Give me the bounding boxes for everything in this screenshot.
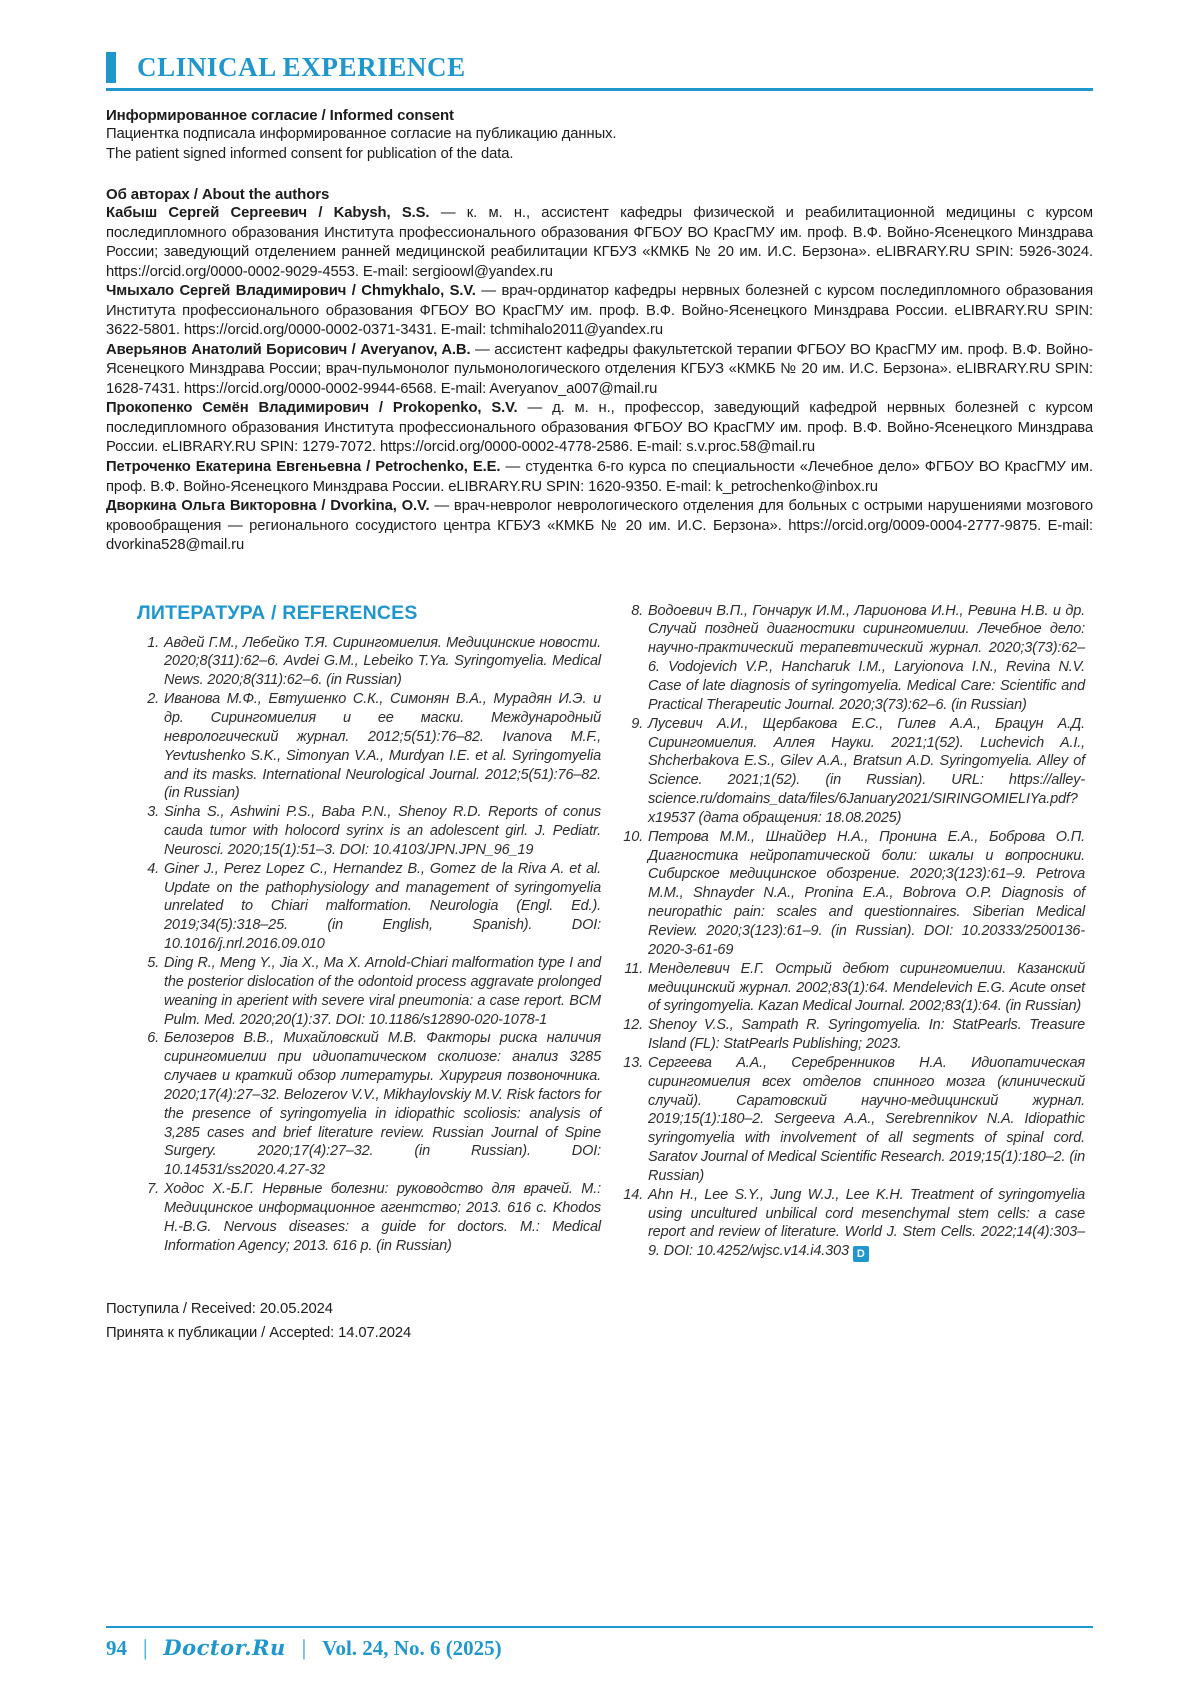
reference-item: 2. Иванова М.Ф., Евтушенко С.К., Симонян В.А., Мурадян И.Э. и др. Сирингомиелия и ее маски. Международный неврологический журнал. 2012;5(51):76–82. Ivanova M.F., Yevtushenko S.K., Simonyan V.A., Murdyan I.E. et al. Syringomyelia and its masks. International Neurological Journal. 2012;5(51):76–82. (in Russian) bbox=[137, 690, 601, 803]
page-number: 94 bbox=[106, 1636, 127, 1660]
reference-item: 11. Менделевич Е.Г. Острый дебют сирингомиелии. Казанский медицинский журнал. 2002;83(1):64. Mendelevich E.G. Acute onset of syringomyelia. Kazan Medical Journal. 2002;83(1):64. (in Russian) bbox=[621, 960, 1085, 1017]
references-list-left bbox=[137, 634, 601, 1256]
reference-number: 10. bbox=[623, 828, 643, 845]
reference-number: 6. bbox=[147, 1030, 159, 1047]
reference-number: 9. bbox=[631, 715, 643, 732]
reference-item: 13. Сергеева А.А., Серебренников Н.А. Идиопатическая сирингомиелия всех отделов спинного мозга (клинический случай). Саратовский научно-медицинский журнал. 2019;15(1):180–2. Sergeeva A.A., Serebrennikov N.A. Idiopathic syringomyelia with involvement of all segments of spinal cord. Saratov Journal of Medical Scientific Research. 2019;15(1):180–2. (in Russian) bbox=[621, 1054, 1085, 1186]
footer-line bbox=[106, 1635, 1093, 1661]
reference-number: 2. bbox=[147, 691, 159, 708]
references-heading: ЛИТЕРАТУРА / REFERENCES bbox=[137, 601, 418, 624]
reference-number: 1. bbox=[147, 634, 159, 651]
journal-logo: Doctor.Ru bbox=[163, 1635, 286, 1660]
informed-consent-section bbox=[106, 107, 1093, 164]
informed-consent-line-ru: Пациентка подписала информированное согласие на публикацию данных. bbox=[106, 126, 617, 142]
references-column-left bbox=[137, 602, 601, 1263]
author-name: Чмыхало Сергей Владимирович / Chmykhalo, S.V. bbox=[106, 283, 476, 300]
author-entry: Дворкина Ольга Викторовна / Dvorkina, O.V. — врач-невролог неврологического отделения для больных с острыми нарушениями мозгового кровообращения — регионального сосудистого центра КГБУЗ «КМКБ № 20 им. И.С. Берзона». https://orcid.org/0009-0004-2777-9875. E-mail: dvorkina528@mail.ru bbox=[106, 498, 1093, 554]
reference-item: 10. Петрова М.М., Шнайдер Н.А., Пронина Е.А., Боброва О.П. Диагностика нейропатической боли: шкалы и вопросники. Сибирское медицинское обозрение. 2020;3(123):61–9. Petrova M.M., Shnayder N.A., Pronina E.A., Bobrova O.P. Diagnosis of neuropathic pain: scales and questionnaires. Siberian Medical Review. 2020;3(123):61–9. (in Russian). DOI: 10.20333/2500136-2020-3-61-69 bbox=[621, 828, 1085, 960]
accepted-date: Принята к публикации / Accepted: 14.07.2024 bbox=[106, 1324, 412, 1341]
reference-number: 14. bbox=[623, 1186, 643, 1203]
footer-divider bbox=[106, 1626, 1093, 1629]
reference-item: 5. Ding R., Meng Y., Jia X., Ma X. Arnold-Chiari malformation type I and the posterior dislocation of the odontoid process aggravate prolonged weaning in aperient with severe viral pneumonia: a case report. BCM Pulm. Med. 2020;20(1):37. DOI: 10.1186/s12890-020-1078-1 bbox=[137, 954, 601, 1029]
reference-item: 14. Ahn H., Lee S.Y., Jung W.J., Lee K.H. Treatment of syringomyelia using uncultured unbilical cord mesenchymal stem cells: a case report and review of literature. World J. Stem Cells. 2022;14(4):303–9. DOI: 10.4252/wjsc.v14.i4.303 D bbox=[621, 1186, 1085, 1263]
reference-item: 3. Sinha S., Ashwini P.S., Baba P.N., Shenoy R.D. Reports of conus cauda tumor with holocord syrinx is an adolescent girl. J. Pediatr. Neurosci. 2020;15(1):51–3. DOI: 10.4103/JPN.JPN_96_19 bbox=[137, 803, 601, 860]
about-authors-heading: Об авторах / About the authors bbox=[106, 186, 330, 204]
reference-number: 7. bbox=[147, 1181, 159, 1198]
reference-number: 13. bbox=[623, 1054, 643, 1071]
reference-number: 5. bbox=[147, 954, 159, 971]
doi-icon[interactable]: D bbox=[853, 1246, 869, 1262]
references-section bbox=[106, 602, 1093, 1263]
about-authors-section bbox=[106, 186, 1093, 556]
references-column-right bbox=[621, 602, 1085, 1263]
informed-consent-heading: Информированное согласие / Informed consent bbox=[106, 107, 454, 124]
reference-item: 7. Ходос Х.-Б.Г. Нервные болезни: руководство для врачей. М.: Медицинское информационное агентство; 2013. 616 с. Khodos H.-B.G. Nervous diseases: a guide for doctors. M.: Medical Information Agency; 2013. 616 p. (in Russian) bbox=[137, 1180, 601, 1255]
page-footer bbox=[106, 1626, 1093, 1662]
author-name: Аверьянов Анатолий Борисович / Averyanov, A.B. bbox=[106, 341, 471, 358]
reference-number: 3. bbox=[147, 804, 159, 821]
footer-separator: | bbox=[301, 1635, 307, 1660]
author-name: Кабыш Сергей Сергеевич / Kabysh, S.S. bbox=[106, 205, 430, 222]
reference-item: 9. Лусевич А.И., Щербакова Е.С., Гилев А.А., Брацун А.Д. Сирингомиелия. Аллея Науки. 2021;1(52). Luchevich A.I., Shcherbakova E.S., Gilev A.A., Bratsun A.D. Syringomyelia. Alley of Science. 2021;1(52). (in Russian). URL: https://alley-science.ru/domains_data/files/6January2021/SIRINGOMIELIYa.pdf?x19537 (дата обращения: 18.08.2025) bbox=[621, 715, 1085, 828]
rubric-row bbox=[106, 52, 1093, 83]
reference-item: 1. Авдей Г.М., Лебейко Т.Я. Сирингомиелия. Медицинские новости. 2020;8(311):62–6. Avdei G.M., Lebeiko T.Ya. Syringomyelia. Medical News. 2020;8(311):62–6. (in Russian) bbox=[137, 634, 601, 691]
reference-number: 11. bbox=[624, 960, 643, 977]
author-entry: Прокопенко Семён Владимирович / Prokopenko, S.V. — д. м. н., профессор, заведующий кафедрой нервных болезней с курсом последипломного образования Института профессионального образования ФГБОУ ВО КрасГМУ им. проф. В.Ф. Войно-Ясенецкого Минздрава России. eLIBRARY.RU SPIN: 1279-7072. https://orcid.org/0000-0002-4778-2586. E-mail: s.v.proc.58@mail.ru bbox=[106, 400, 1093, 456]
rubric-title: CLINICAL EXPERIENCE bbox=[137, 52, 466, 82]
informed-consent-line-en: The patient signed informed consent for publication of the data. bbox=[106, 145, 514, 162]
reference-item: 8. Водоевич В.П., Гончарук И.М., Ларионова И.Н., Ревина Н.В. и др. Случай поздней диагностики сирингомиелии. Лечебное дело: научно-практический терапевтический журнал. 2020;3(73):62–6. Vodojevich V.P., Hancharuk I.M., Laryionova I.N., Revina N.V. Case of late diagnosis of syringomyelia. Medical Care: Scientific and Practical Therapeutic Journal. 2020;3(73):62–6. (in Russian) bbox=[621, 602, 1085, 715]
reference-number: 12. bbox=[623, 1017, 643, 1034]
author-entry: Петроченко Екатерина Евгеньевна / Petrochenko, E.E. — студентка 6-го курса по специальности «Лечебное дело» ФГБОУ ВО КрасГМУ им. проф. В.Ф. Войно-Ясенецкого Минздрава России. eLIBRARY.RU SPIN: 1620-9350. E-mail: k_petrochenko@inbox.ru bbox=[106, 458, 1093, 495]
reference-item: 12. Shenoy V.S., Sampath R. Syringomyelia. In: StatPearls. Treasure Island (FL): StatPearls Publishing; 2023. bbox=[621, 1016, 1085, 1054]
authors-list bbox=[106, 204, 1093, 556]
journal-issue: Vol. 24, No. 6 (2025) bbox=[322, 1636, 502, 1660]
dates-section bbox=[106, 1298, 1093, 1345]
author-name: Дворкина Ольга Викторовна / Dvorkina, O.V. bbox=[106, 498, 430, 515]
rubric-accent-bar bbox=[106, 52, 116, 83]
author-entry: Аверьянов Анатолий Борисович / Averyanov, A.B. — ассистент кафедры факультетской терапии ФГБОУ ВО КрасГМУ им. проф. В.Ф. Войно-Ясенецкого Минздрава России; врач-пульмонолог пульмонологического отделения КГБУЗ «КМКБ № 20 им. И.С. Берзона». eLIBRARY.RU SPIN: 1628-7431. https://orcid.org/0000-0002-9944-6568. E-mail: Averyanov_a007@mail.ru bbox=[106, 341, 1093, 397]
page-header bbox=[106, 52, 1093, 91]
references-list-right bbox=[621, 602, 1085, 1263]
reference-item: 6. Белозеров В.В., Михайловский М.В. Факторы риска наличия сирингомиелии при идиопатическом сколиозе: анализ 3285 случаев и краткий обзор литературы. Хирургия позвоночника. 2020;17(4):27–32. Belozerov V.V., Mikhaylovskiy M.V. Risk factors for the presence of syringomyelia in idiopathic scoliosis: analysis of 3,285 cases and brief literature review. Russian Journal of Spine Surgery. 2020;17(4):27–32. (in Russian). DOI: 10.14531/ss2020.4.27-32 bbox=[137, 1029, 601, 1180]
reference-number: 8. bbox=[631, 602, 643, 619]
footer-separator: | bbox=[143, 1635, 148, 1660]
author-name: Петроченко Екатерина Евгеньевна / Petrochenko, E.E. bbox=[106, 458, 501, 475]
author-entry: Чмыхало Сергей Владимирович / Chmykhalo, S.V. — врач-ординатор кафедры нервных болезней с курсом последипломного образования Института профессионального образования ФГБОУ ВО КрасГМУ им. проф. В.Ф. Войно-Ясенецкого Минздрава России. eLIBRARY.RU SPIN: 3622-5801. https://orcid.org/0000-0002-0371-3431. E-mail: tchmihalo2011@yandex.ru bbox=[106, 283, 1094, 339]
received-date: Поступила / Received: 20.05.2024 bbox=[106, 1301, 333, 1318]
author-entry: Кабыш Сергей Сергеевич / Kabysh, S.S. — к. м. н., ассистент кафедры физической и реабилитационной медицины с курсом последипломного образования Института профессионального образования ФГБОУ ВО КрасГМУ им. проф. В.Ф. Войно-Ясенецкого Минздрава России; заведующий отделением ранней медицинской реабилитации КГБУЗ «КМКБ № 20 им. И.С. Берзона». eLIBRARY.RU SPIN: 5926-3024. https://orcid.org/0000-0002-9029-4553. E-mail: sergioowl@yandex.ru bbox=[106, 205, 1094, 280]
author-name: Прокопенко Семён Владимирович / Prokopenko, S.V. bbox=[106, 400, 518, 417]
reference-item: 4. Giner J., Perez Lopez C., Hernandez B., Gomez de la Riva A. et al. Update on the pathophysiology and management of syringomyelia unrelated to Chiari malformation. Neurologia (Engl. Ed.). 2019;34(5):318–25. (in English, Spanish). DOI: 10.1016/j.nrl.2016.09.010 bbox=[137, 860, 601, 954]
reference-number: 4. bbox=[147, 860, 159, 877]
header-divider bbox=[106, 88, 1093, 91]
